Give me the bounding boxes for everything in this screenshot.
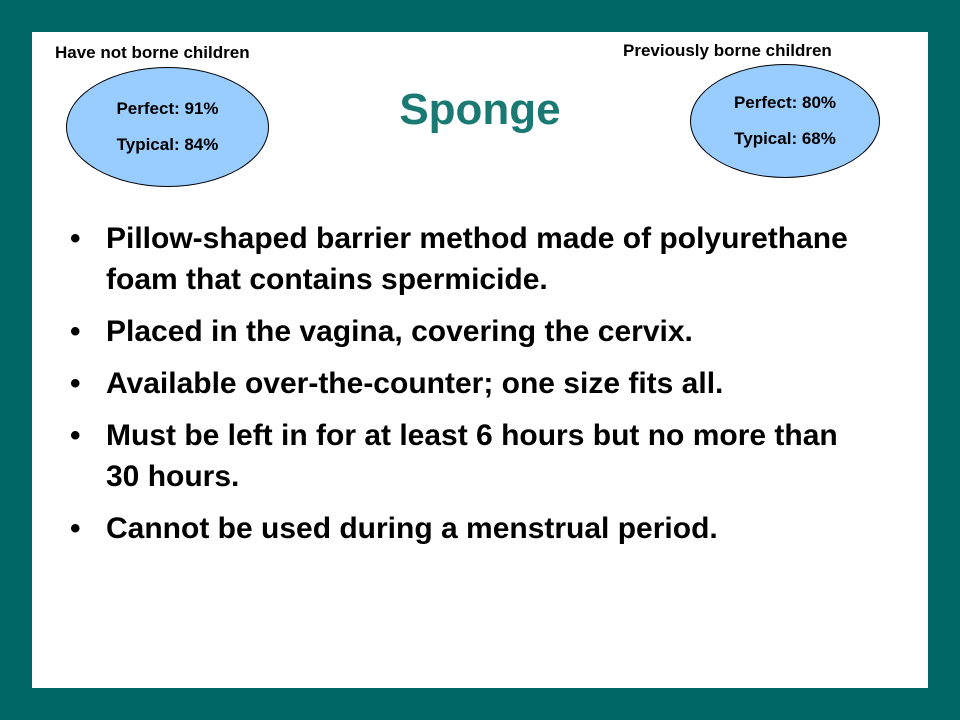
bullet-text: Available over-the-counter; one size fits all. bbox=[106, 367, 724, 400]
perfect-use-rate: Perfect: 80% bbox=[733, 93, 837, 112]
bullet-marker: • bbox=[70, 367, 81, 400]
perfect-use-rate: Perfect: 91% bbox=[116, 99, 219, 118]
bullet-text: Cannot be used during a menstrual period. bbox=[106, 512, 718, 545]
bullet-marker: • bbox=[70, 315, 81, 348]
bullet-text: Pillow-shaped barrier method made of polyurethane foam that contains spermicide. bbox=[106, 222, 848, 296]
bullet-text: Placed in the vagina, covering the cervix. bbox=[106, 315, 693, 348]
bullet-list bbox=[70, 218, 870, 560]
bullet-item bbox=[70, 218, 870, 300]
bullet-item bbox=[70, 415, 870, 497]
bullet-item bbox=[70, 311, 870, 352]
bullet-marker: • bbox=[70, 512, 81, 545]
group-label-nulliparous: Have not borne children bbox=[55, 43, 250, 62]
bullet-marker: • bbox=[70, 419, 81, 452]
effectiveness-ellipse-parous bbox=[690, 64, 880, 178]
bullet-item bbox=[70, 508, 870, 549]
bullet-marker: • bbox=[70, 222, 81, 255]
group-label-parous: Previously borne children bbox=[623, 41, 832, 60]
bullet-text: Must be left in for at least 6 hours but no more than 30 hours. bbox=[106, 419, 838, 493]
slide-title: Sponge bbox=[399, 85, 561, 134]
typical-use-rate: Typical: 68% bbox=[734, 129, 836, 148]
bullet-item bbox=[70, 363, 870, 404]
typical-use-rate: Typical: 84% bbox=[116, 135, 219, 154]
